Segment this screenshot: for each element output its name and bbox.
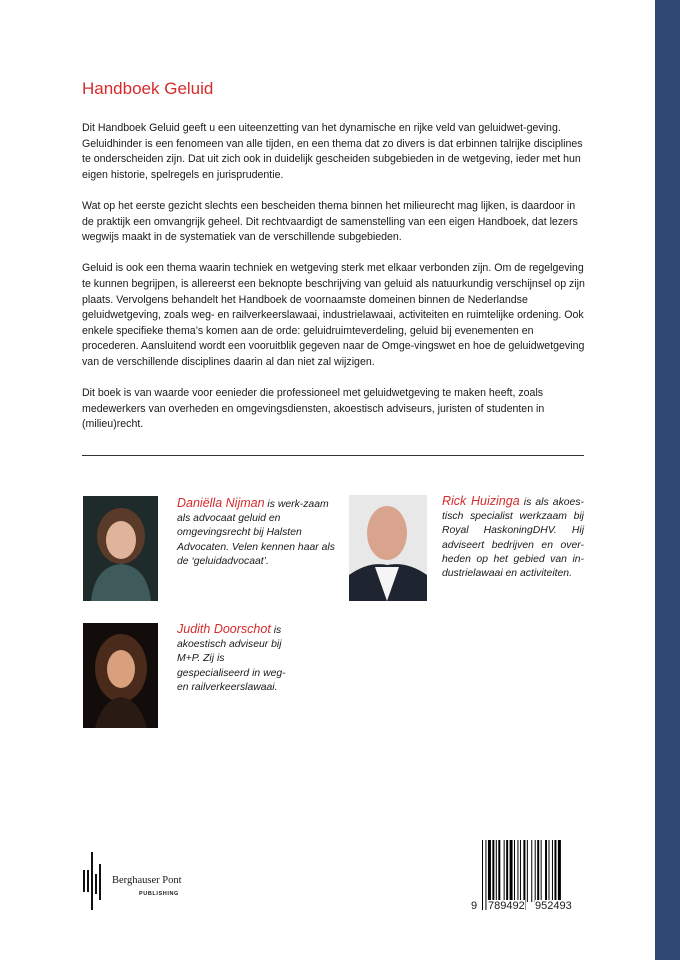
barcode-bar bbox=[488, 840, 491, 902]
barcode-bar bbox=[482, 840, 483, 910]
author-bio-text: is akoestisch adviseur bij M+P. Zij is gespecialiseerd in weg- en railverkeerslawaai. bbox=[177, 625, 286, 693]
isbn-left-group: 789492 bbox=[488, 900, 525, 912]
blurb-paragraph: Dit boek is van waarde voor eenieder die professioneel met geluidwetgeving te maken heeft, zoals medewerkers van overheden en omgevingsdiensten, akoestisch adviseurs, juristen of studenten in (milieu)recht. bbox=[82, 387, 545, 431]
barcode-bar bbox=[549, 840, 550, 902]
isbn-barcode bbox=[471, 840, 585, 915]
author-bio-text: is werk-zaam als advocaat geluid en omgevingsrecht bij Halsten Advocaten. Velen kennen haar als de ‘geluidadvocaat’. bbox=[177, 499, 335, 567]
author-photo-doorschot bbox=[83, 623, 158, 728]
barcode-bar bbox=[527, 840, 528, 902]
publisher-logo bbox=[83, 852, 193, 912]
author-photo-huizinga bbox=[349, 495, 427, 601]
barcode-bar bbox=[506, 840, 508, 902]
author-name: Judith Doorschot bbox=[177, 622, 271, 636]
author-photo-nijman bbox=[83, 496, 158, 601]
blurb-paragraph: Dit Handboek Geluid geeft u een uiteenzetting van het dynamische en rijke veld van geluidwet-geving. Geluidhinder is een fenomeen van alle tijden, en een thema dat zo divers is dat erbinnen talrijke disciplines te onderscheiden zijn. Dat uit zich ook in duidelijk gescheiden subgebieden in de wetgeving, ieder met hun eigen historie, spelregels en jurisprudentie. bbox=[82, 122, 583, 181]
barcode-bar bbox=[531, 840, 532, 902]
author-bio-nijman bbox=[177, 496, 337, 569]
publisher-sub: PUBLISHING bbox=[139, 891, 179, 897]
blurb bbox=[82, 121, 588, 448]
barcode-bar bbox=[510, 840, 513, 902]
barcode-bar bbox=[517, 840, 518, 902]
barcode-bar bbox=[545, 840, 547, 902]
barcode-bar bbox=[535, 840, 536, 902]
barcode-bar bbox=[554, 840, 556, 902]
author-bio-text: is als akoes-tisch specialist werkzaam bij Royal HaskoningDHV. Hij adviseert bedrijven en over-heden op het gebied van in-dustrielawaai en activiteiten. bbox=[442, 497, 584, 580]
author-bio-doorschot bbox=[177, 622, 297, 695]
barcode-bar bbox=[496, 840, 497, 902]
isbn-first-digit: 9 bbox=[471, 900, 478, 912]
author-name: Rick Huizinga bbox=[442, 494, 520, 508]
book-title: Handboek Geluid bbox=[82, 79, 214, 98]
barcode-bar bbox=[541, 840, 542, 902]
author-bio-huizinga bbox=[442, 494, 584, 581]
barcode-bar bbox=[537, 840, 539, 902]
blurb-paragraph: Geluid is ook een thema waarin techniek en wetgeving sterk met elkaar verbonden zijn. Om de regelgeving te kunnen begrijpen, is allereerst een beknopte beschrijving van geluid als natuurkundig verschijnsel op zijn plaats. Vervolgens behandelt het Handboek de voornaamste domeinen binnen de Nederlandse geluidwetgeving, zoals weg- en railverkeerslawaai, industrielawaai, activiteiten en ruimtelijke ordening. Ook enkele specifieke thema’s komen aan de orde: geluidruimteverdeling, geluid bij evenementen en procederen. Aansluitend wordt een vooruitblik gegeven naar de Omge-vingswet en hoe de geluidwetgeving van de verschillende disciplines daarin al dan niet zal wijzigen. bbox=[82, 262, 585, 368]
divider bbox=[82, 455, 584, 456]
spine-color-strip bbox=[655, 0, 680, 960]
barcode-bar bbox=[504, 840, 505, 902]
barcode-bar bbox=[485, 840, 486, 910]
author-name: Daniëlla Nijman bbox=[177, 496, 265, 510]
isbn-right-group: 952493 bbox=[535, 900, 572, 912]
barcode-bar bbox=[492, 840, 494, 902]
publisher-name: Berghauser Pont bbox=[112, 875, 182, 886]
barcode-bar bbox=[498, 840, 500, 902]
barcode-bar bbox=[552, 840, 553, 902]
barcode-bar bbox=[514, 840, 515, 902]
blurb-paragraph: Wat op het eerste gezicht slechts een bescheiden thema binnen het milieurecht mag lijken, is daardoor in de praktijk een omvangrijk geheel. Dit rechtvaardigt de samenstelling van een eigen Handboek, dat lezers wegwijs maakt in de systematiek van de verschillende subgebieden. bbox=[82, 199, 578, 244]
